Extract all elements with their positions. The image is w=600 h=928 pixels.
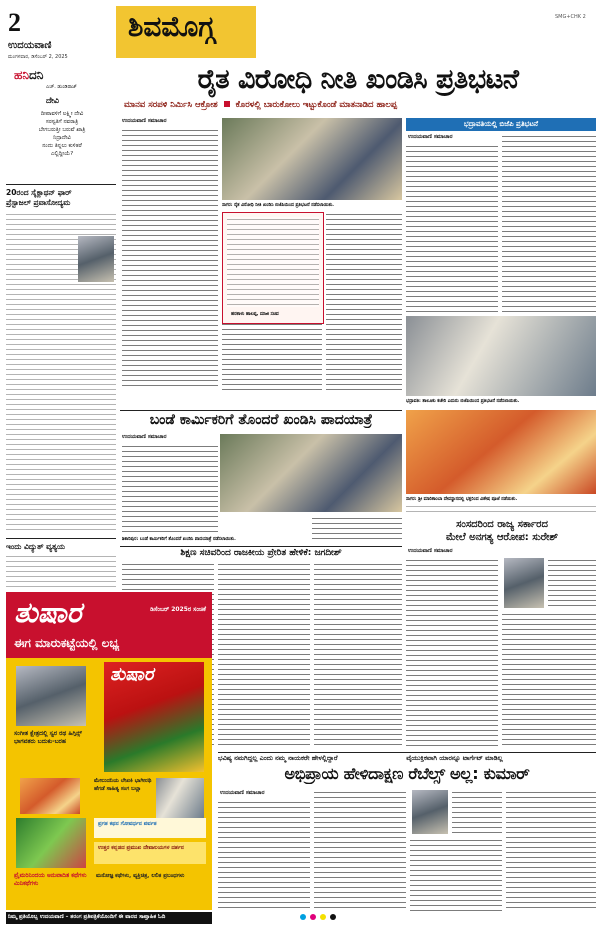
headline-line: ಸಂಸದರಿಂದ ರಾಜ್ಯ ಸರ್ಕಾರದ [456, 519, 548, 530]
feature-portrait [16, 666, 86, 726]
byline: ಉದಯವಾಣಿ ಸಮಾಚಾರ [408, 548, 453, 554]
divider [218, 752, 596, 753]
writer-portrait [156, 778, 204, 818]
page-number: 2 [8, 8, 21, 37]
body-text [406, 144, 498, 312]
suresh-headline [412, 518, 592, 544]
feature-text: ಮನೋಜ್ಞ ಕಥೆಗಳು, ವ್ಯಕ್ತಿಚಿತ್ರ, ಲಲಿತ ಪ್ರಬಂಧಗಳು [96, 873, 185, 879]
photo-caption: ಭದ್ರಾವತಿ: ತಾಲೂಕು ಕಚೇರಿ ಎದುರು ಬಿಜೆಪಿಯಿಂದ ಪ್ರತಿಭಟನೆ ನಡೆಸಲಾಯಿತು. [406, 399, 520, 404]
left-story-cyclathon [6, 184, 116, 534]
body-text [218, 562, 310, 748]
body-text [410, 838, 502, 912]
photo-caption: ಸಾಗರ: ರೈತ ವಿರೋಧಿ ನೀತಿ ಖಂಡಿಸಿ ಬಿಜೆಪಿಯಿಂದ ಪ್ರತಿಭಟನೆ ನಡೆಸಲಾಯಿತು. [222, 203, 334, 208]
body-text [502, 612, 596, 748]
top-story-headline: ರೈತ ವಿರೋಧಿ ನೀತಿ ಖಂಡಿಸಿ ಪ್ರತಿಭಟನೆ [197, 64, 519, 95]
divider [6, 538, 116, 539]
poem-line: ನಂದು ತಿನ್ನಲು ಕುಳಿತರೆ [42, 143, 82, 149]
feature-photo [20, 778, 80, 814]
feature-text: ಸಂಗೀತ ಕ್ಷೇತ್ರದಲ್ಲಿ ಸ್ವರ ರಥ ಹಿಗ್ಗಿನ್ಸ್ ಭಾಗವತರು ಬದುಕು-ಬರಹ [14, 730, 82, 745]
body-text [406, 558, 498, 748]
tushara-ad [6, 592, 212, 910]
top-story-subheadline [124, 100, 596, 114]
education-headline: ಶಿಕ್ಷಣ ಸಚಿವರಿಂದ ರಾಜಕೀಯ ಪ್ರೇರಿತ ಹೇಳಿಕೆ: ಜಗದೀಶ್ [180, 548, 342, 558]
byline: ಉದಯವಾಣಿ ಸಮಾಚಾರ [408, 134, 453, 140]
body-text [314, 562, 402, 748]
portrait-photo [78, 236, 114, 282]
body-text [122, 128, 218, 390]
feature-illustration [16, 818, 86, 868]
poem-line: ನಿದ್ರಾದೇವಿ [53, 135, 71, 141]
body-text [548, 558, 596, 608]
paper-name: ಉದಯವಾಣಿ [8, 40, 52, 51]
photo-caption: ಶಿಕಾರಿಪುರ: ಬಂಡೆ ಕಾರ್ಮಿಕರಿಗೆ ತೊಂದರೆ ಖಂಡಿಸಿ ಪಾದಯಾತ್ರೆ ನಡೆಸಲಾಯಿತು. [122, 537, 236, 542]
poem-title: ದೇವಿ [46, 96, 59, 105]
body-text [502, 134, 596, 324]
divider [120, 410, 402, 411]
body-text [314, 790, 406, 912]
bottom-headline: ಅಭಿಪ್ರಾಯ ಹೇಳಿದಾಕ್ಷಣ ರೆಬೆಲ್ಸ್ ಅಲ್ಲ: ಕುಮಾರ್ [284, 764, 530, 783]
padayatra-photo [220, 434, 402, 512]
body-text [6, 554, 116, 588]
temple-photo [406, 410, 596, 494]
hani-dani-title-red: ಹನಿ [14, 68, 29, 82]
kicker-right: ವೈಯುಕ್ತಿಕವಾಗಿ ಯಾರನ್ನೂ ಟಾರ್ಗೆಟ್ ಮಾಡಿಲ್ಲ [406, 754, 503, 762]
body-text [326, 212, 402, 390]
ref-code: SMG+CHK 2 [555, 14, 586, 20]
poem-line: ಎಲ್ಲಿದ್ದೀಯೆ? [50, 151, 74, 157]
poem-text [12, 110, 112, 158]
magenta-dot [310, 914, 316, 920]
feature-text: ಉತ್ತರ ಕನ್ನಡದ ಪ್ರಮುಖ ದೇವಾಲಯಗಳ ದರ್ಶನ [98, 845, 184, 851]
yellow-dot [320, 914, 326, 920]
hani-dani-title-black: ದನಿ [29, 68, 44, 82]
headline-line: 20ರಂದ ಸೈಕ್ಲಾಥನ್ ಫಾರ್ [6, 188, 72, 197]
byline: ಉದಯವಾಣಿ ಸಮಾಚಾರ [122, 118, 167, 124]
ad-tagline: ಈಗ ಮಾರುಕಟ್ಟೆಯಲ್ಲಿ ಲಭ್ಯ [14, 636, 120, 650]
cover-title: ತುಷಾರ [110, 664, 154, 685]
quote-text [227, 217, 319, 307]
subheadline-right: ಕೊರಳಲ್ಲಿ ಬಾರುಕೋಲು ಇಟ್ಟುಕೊಂಡೆ ಮಾತನಾಡಿದ ಹಾಲಪ್ಪ [235, 100, 398, 110]
hani-dani-title [14, 68, 43, 83]
separator-square [224, 101, 230, 107]
kicker-left: ಭವಿಷ್ಯ ನಮಗಿದ್ದಲ್ಲ ಎಂದು ನಮ್ಮ ನಾಯಕರೇ ಹೇಳಲ್ಲಿದ್ದಾರೆ [218, 754, 338, 762]
issue-label: ಡಿಸೆಂಬರ್ 2025ರ ಸಂಚಿಕೆ [150, 606, 206, 613]
protest-photo [222, 118, 402, 200]
body-text [452, 790, 502, 834]
divider [6, 184, 116, 185]
body-text [122, 444, 218, 534]
body-text [506, 790, 596, 912]
byline: ಉದಯವಾಣಿ ಸಮಾಚಾರ [122, 434, 167, 440]
headline [6, 188, 116, 208]
edition-name: ಶಿವಮೊಗ್ಗ [128, 10, 216, 43]
feature-text: ಪ್ರಗತ ಕಥನ ಗೋವರ್ಧನ ಪರ್ವತ [98, 821, 157, 827]
issue-date: ಮಂಗಳವಾರ, ಡಿಸೆಂಬರ್ 2, 2025 [8, 54, 68, 60]
headline-line: ಮೇಲೆ ಅನಗತ್ಯ ಆರೋಪ: ಸುರೇಶ್ [445, 532, 559, 543]
body-text [218, 800, 310, 912]
photo-caption: ಸಾಗರ: ಶ್ರೀ ಮಾರಿಕಾಂಬಾ ದೇವಸ್ಥಾನದಲ್ಲಿ ಭಕ್ತರಿಂದ ವಿಶೇಷ ಪೂಜೆ ನಡೆಯಿತು. [406, 497, 518, 502]
headline-line: ಪ್ರೆಸ್ಟಾಜಲ್ ಪ್ರವಾಸೋದ್ಯಮ [6, 198, 71, 207]
poem-line: ದೀಪಾವಳಿಗೆ ಲಕ್ಷ್ಮೀ ದೇವಿ [40, 111, 84, 117]
top-story-column [122, 118, 218, 390]
masthead [0, 0, 600, 64]
headline: ಇಂದು ವಿದ್ಯುತ್ ವ್ಯತ್ಯಯ [6, 542, 66, 551]
padayatra-headline: ಬಂಡೆ ಕಾರ್ಮಿಕರಿಗೆ ತೊಂದರೆ ಖಂಡಿಸಿ ಪಾದಯಾತ್ರೆ [149, 412, 373, 428]
hani-dani-author: ಎಚ್. ಡುಂಡಿರಾಜ್ [46, 84, 77, 90]
subheadline-left: ಮಾನವ ಸರಪಳಿ ನಿರ್ಮಿಸಿ ಆಕ್ರೋಶ [124, 100, 218, 110]
feature-text: ಮೇಲುದನಿಯ ಲೇಖಕಿ ಭಾಗೀರಥಿ ಹೆಗಡೆ ಸಾಹಿತ್ಯ ಸಂಗ ಬಲ್ಲಾ [94, 778, 152, 792]
bhadravati-tag: ಭದ್ರಾವತಿಯಲ್ಲಿ ಬಿಜೆಪಿ ಪ್ರತಿಭಟನೆ [406, 118, 596, 131]
body-text [312, 516, 402, 542]
magazine-logo: ತುಷಾರ [14, 596, 82, 629]
black-dot [330, 914, 336, 920]
cyan-dot [300, 914, 306, 920]
suresh-portrait [504, 558, 544, 608]
divider [120, 546, 402, 547]
caption-text [406, 504, 596, 514]
left-story-power [6, 538, 116, 588]
feature-text: ಪ್ರೈಮರಿನಿಂದಯ ಅನುವಾದಿತ ಕಥೆಗಳು ಮಿನಿಕಥೆಗಳು [14, 872, 87, 887]
footer-text: ನಿಮ್ಮ ಪ್ರತಿಯೊಬ್ಬ ಉದಯವಾಣಿ – ತರಂಗ ಪ್ರತಿಪತ್ರಿಕೆಯೊಂದಿಗೆ ಈ ವಾರದ ಸಾಪ್ತಾಹಿಕ ಓದಿ [8, 914, 166, 920]
bhadravati-photo [406, 316, 596, 396]
poem-line: ಸರಸ್ವತಿಗೆ ನವರಾತ್ರಿ [45, 119, 79, 125]
quote-box [222, 212, 324, 324]
byline: ಉದಯವಾಣಿ ಸಮಾಚಾರ [220, 790, 265, 796]
kumar-portrait [412, 790, 448, 834]
quote-author: ಹರತಾಳು ಹಾಲಪ್ಪ, ಮಾಜಿ ಸಚಿವ [231, 312, 279, 317]
hani-dani-box [6, 68, 116, 180]
print-registration-marks [300, 914, 360, 922]
poem-line: ಬೇಗಬರುತ್ತೀ ಬರುವೆ ಖಾತ್ರಿ [38, 127, 86, 133]
